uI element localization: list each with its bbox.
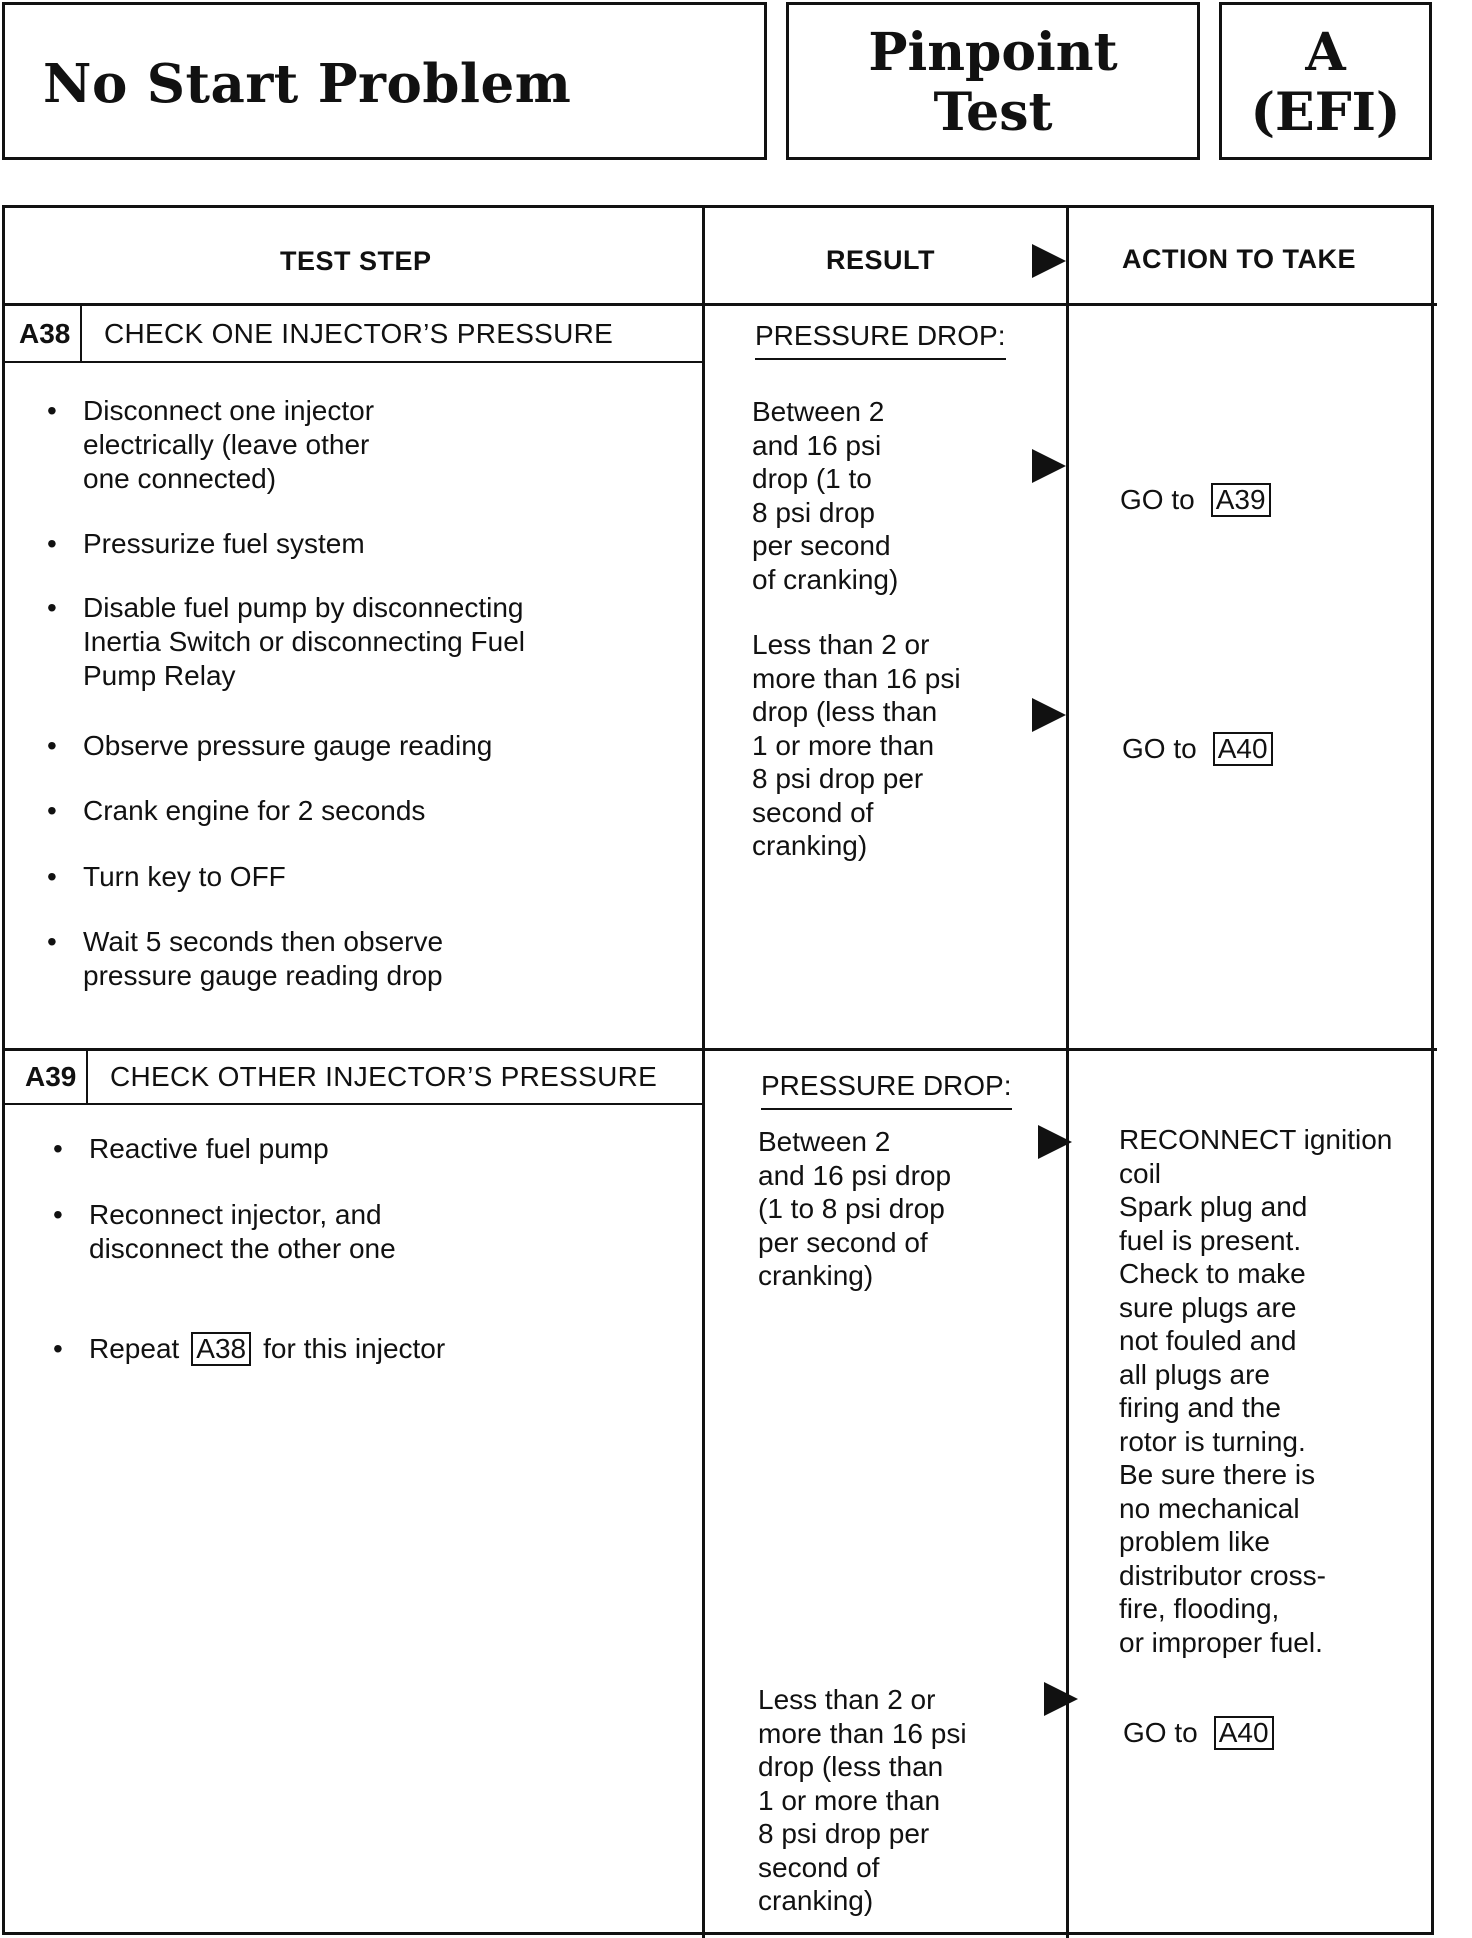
step-id-divider [80,306,82,362]
result-text: Less than 2 or more than 16 psi drop (less than 1 or more than 8 psi drop per second of cranking) [758,1684,967,1916]
action-item [1123,1682,1274,1750]
test-system: (EFI) [1250,82,1401,143]
step-divider [5,1048,1437,1051]
arrow-icon [1032,698,1066,732]
list-item: • Pressurize fuel system [43,527,693,561]
action-text: RECONNECT ignition coil Spark plug and fuel is present. Check to make sure plugs are not fouled and all plugs are firing and the rotor is turning. Be sure there is no mechanical problem like distributor cross- fire, flooding, or improper fuel. [1119,1124,1393,1658]
list-item: • Wait 5 seconds then observe pressure gauge reading drop [43,925,693,993]
header-result: RESULT [826,245,935,275]
list-item: • Observe pressure gauge reading [43,729,693,763]
list-item: • Reactive fuel pump [49,1132,699,1166]
list-item: • Reconnect injector, and disconnect the other one [49,1198,699,1266]
test-code-box [1219,2,1432,160]
step-id-divider [86,1051,88,1104]
step-title-underline [5,1103,702,1105]
step-reference-link[interactable]: A38 [191,1332,251,1366]
pinpoint-label: Pinpoint [868,22,1118,83]
list-item: • Disconnect one injector electrically (leave other one connected) [43,394,693,496]
step-title: CHECK OTHER INJECTOR’S PRESSURE [110,1061,658,1092]
title-box [2,2,767,160]
column-divider [1066,208,1069,1938]
repeat-text: for this injector [263,1333,446,1364]
result-text: Between 2 and 16 psi drop (1 to 8 psi drop per second of cranking) [752,396,899,595]
arrow-icon [1038,1125,1072,1159]
action-item [1120,449,1271,517]
list-item: • Crank engine for 2 seconds [43,794,693,828]
action-text: GO to [1123,1716,1198,1748]
result-text: Less than 2 or more than 16 psi drop (less than 1 or more than 8 psi drop per second of cranking) [752,629,961,861]
step-title-underline [5,361,702,363]
list-item: • Turn key to OFF [43,860,693,894]
result-heading: PRESSURE DROP: [755,320,1006,360]
header-divider [5,303,1437,306]
step-title: CHECK ONE INJECTOR’S PRESSURE [104,318,614,349]
result-text: Between 2 and 16 psi drop (1 to 8 psi drop per second of cranking) [758,1126,952,1291]
column-divider [702,208,705,1938]
result-heading: PRESSURE DROP: [761,1070,1012,1110]
action-text: GO to [1120,483,1195,515]
test-code: A [1305,22,1346,83]
list-item: • Disable fuel pump by disconnecting Inertia Switch or disconnecting Fuel Pump Relay [43,591,693,693]
header-action: ACTION TO TAKE [1122,244,1356,274]
step-reference-link[interactable]: A39 [1211,483,1271,517]
arrow-icon [1032,244,1066,278]
step-instructions [43,394,693,993]
action-item [1122,698,1273,766]
arrow-icon [1032,449,1066,483]
step-id: A38 [19,318,71,349]
list-item [49,1332,699,1366]
pinpoint-test-box [786,2,1200,160]
pinpoint-table [2,205,1434,1935]
header-test-step: TEST STEP [280,246,432,276]
page-title: No Start Problem [43,53,572,115]
step-reference-link[interactable]: A40 [1213,732,1273,766]
action-text: GO to [1122,732,1197,764]
step-instructions [49,1132,699,1366]
step-reference-link[interactable]: A40 [1214,1716,1274,1750]
arrow-icon [1044,1682,1078,1716]
step-id: A39 [25,1061,77,1092]
test-label: Test [933,82,1053,143]
repeat-text: Repeat [89,1333,180,1364]
